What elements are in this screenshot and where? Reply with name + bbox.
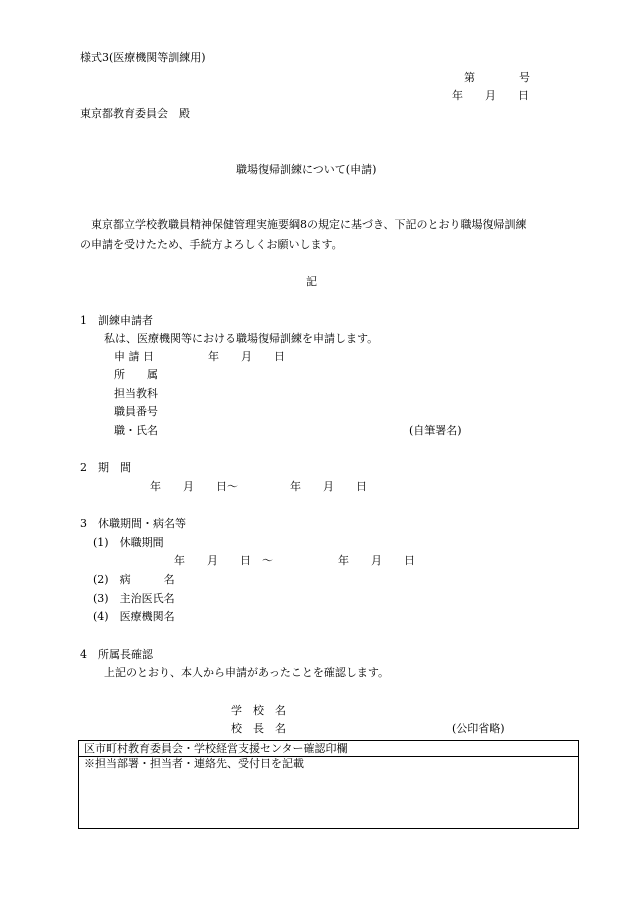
addressee: 東京都教育委員会 殿 <box>80 107 190 120</box>
medical-institution-label: (4) 医療機関名 <box>93 610 175 623</box>
section3-heading: 3 休職期間・病名等 <box>80 517 186 530</box>
affiliation-label: 所 属 <box>114 368 158 381</box>
school-name-label: 学 校 名 <box>231 704 286 717</box>
principal-name-label: 校 長 名 <box>231 722 286 735</box>
intro-line-1: 東京都立学校教職員精神保健管理実施要綱8の規定に基づき、下記のとおり職場復帰訓練 <box>91 218 527 231</box>
document-number: 第 号 <box>464 71 530 84</box>
section2-heading: 2 期 間 <box>80 461 131 474</box>
section1-statement: 私は、医療機関等における職場復帰訓練を申請します。 <box>104 332 379 345</box>
period-from: 年 月 日～ <box>150 480 238 493</box>
form-id: 様式3(医療機関等訓練用) <box>80 51 206 64</box>
document-title: 職場復帰訓練について(申請) <box>236 163 377 176</box>
section1-heading: 1 訓練申請者 <box>80 314 153 327</box>
leave-period-label: (1) 休職期間 <box>93 536 164 549</box>
intro-line-2: の申請を受けたため、手続方よろしくお願いします。 <box>80 238 343 251</box>
subject-label: 担当教科 <box>114 387 158 400</box>
signature-note: (自筆署名) <box>409 424 462 437</box>
leave-from: 年 月 日 ～ <box>174 554 273 567</box>
confirmation-box-title: 区市町村教育委員会・学校経営支援センター確認印欄 <box>84 742 348 755</box>
illness-name-label: (2) 病 名 <box>93 573 175 586</box>
confirmation-box-body <box>79 757 578 828</box>
seal-note: (公印省略) <box>452 722 505 735</box>
period-to: 年 月 日 <box>290 480 367 493</box>
application-date-label: 申 請 日 <box>114 350 154 363</box>
document-date: 年 月 日 <box>452 89 529 102</box>
confirmation-box <box>78 740 579 829</box>
confirmation-box-note: ※担当部署・担当者・連絡先、受付日を記載 <box>84 757 304 770</box>
section4-statement: 上記のとおり、本人から申請があったことを確認します。 <box>104 666 390 679</box>
ki-marker: 記 <box>306 275 317 288</box>
application-date-value: 年 月 日 <box>208 350 285 363</box>
leave-to: 年 月 日 <box>338 554 415 567</box>
section4-heading: 4 所属長確認 <box>80 648 153 661</box>
name-label: 職・氏名 <box>114 424 158 437</box>
staff-number-label: 職員番号 <box>114 405 158 418</box>
confirmation-box-header <box>79 741 578 757</box>
doctor-name-label: (3) 主治医氏名 <box>93 592 175 605</box>
